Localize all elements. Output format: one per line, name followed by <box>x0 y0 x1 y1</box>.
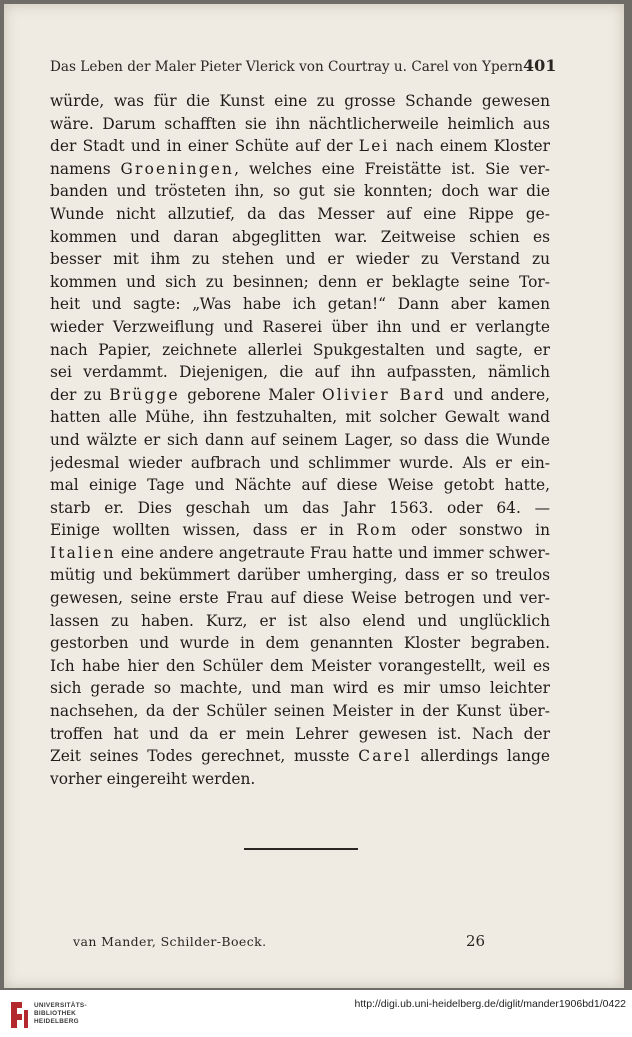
section-divider <box>244 848 358 850</box>
text-segment: nachsehen, da der Schüler seinen Meister in der Kunst über- <box>50 702 550 721</box>
text-line <box>50 768 550 791</box>
source-url-link[interactable]: http://digi.ub.uni-heidelberg.de/diglit/mander1906bd1/0422 <box>354 998 626 1010</box>
text-segment: wäre. Darum schafften sie ihn nächtlicherweile heimlich aus <box>50 114 550 133</box>
text-line <box>50 406 550 429</box>
page-number: 401 <box>522 56 557 75</box>
text-line <box>50 587 550 610</box>
text-line <box>50 203 550 226</box>
library-name-line: BIBLIOTHEK <box>34 1010 77 1017</box>
text-line <box>50 339 550 362</box>
text-segment: sich gerade so machte, und man wird es mir umso leichter <box>50 679 550 698</box>
spaced-name: Olivier Bard <box>321 385 447 404</box>
text-segment: Einige wollten wissen, dass er in <box>50 521 357 540</box>
text-line <box>50 655 550 678</box>
text-segment: kommen und daran abgeglitten war. Zeitweise schien es <box>50 227 550 246</box>
text-segment: und wälzte er sich dann auf seinem Lager, so dass die Wunde <box>50 430 550 449</box>
text-line <box>50 384 550 407</box>
library-name-line: HEIDELBERG <box>34 1018 79 1025</box>
text-segment: gewesen, seine erste Frau auf diese Weise betrogen und ver- <box>50 589 550 608</box>
spaced-name: Brügge <box>109 385 180 404</box>
text-segment: geborene Maler <box>179 385 322 404</box>
text-line <box>50 700 550 723</box>
text-line <box>50 248 550 271</box>
text-line <box>50 226 550 249</box>
spaced-name: Lei <box>358 137 390 156</box>
spaced-name: Italien <box>50 543 116 562</box>
text-segment: Zeit seines Todes gerechnet, musste <box>50 747 359 766</box>
text-segment: besser mit ihm zu stehen und er wieder zu Verstand zu <box>50 250 550 269</box>
signature-mark: van Mander, Schilder-Boeck. <box>73 934 267 949</box>
text-line <box>50 158 550 181</box>
spaced-name: Carel <box>358 747 412 766</box>
text-line <box>50 271 550 294</box>
text-line <box>50 90 550 113</box>
text-segment: starb er. Dies geschah um das Jahr 1563. oder 64. — <box>50 498 550 517</box>
text-segment: und andere, <box>446 385 550 404</box>
text-segment: banden und trösteten ihn, so gut sie konnten; doch war die <box>50 182 550 201</box>
text-segment: sei verdammt. Diejenigen, die auf ihn aufpassten, nämlich <box>50 363 550 382</box>
text-segment: nach einem Kloster <box>389 137 550 156</box>
text-segment: vorher eingereiht werden. <box>50 769 256 788</box>
text-segment: namens <box>50 159 121 178</box>
text-line <box>50 452 550 475</box>
text-line <box>50 542 550 565</box>
spaced-name: Rom <box>356 521 399 540</box>
text-line <box>50 610 550 633</box>
text-line <box>50 497 550 520</box>
text-segment: allerdings lange <box>411 747 550 766</box>
text-segment: mütig und bekümmert darüber umherging, dass er so treulos <box>50 566 550 585</box>
running-head-title: Das Leben der Maler Pieter Vlerick von Courtray u. Carel von Ypern <box>50 59 523 75</box>
body-text <box>50 90 550 790</box>
text-segment: gestorben und wurde in dem genannten Kloster begraben. <box>50 634 550 653</box>
text-line <box>50 429 550 452</box>
text-line <box>50 519 550 542</box>
text-segment: , welches eine Freistätte ist. Sie ver- <box>234 159 550 178</box>
library-logo-icon[interactable] <box>8 1000 30 1030</box>
text-segment: wieder Verzweiflung und Raserei über ihn und er verlangte <box>50 317 550 336</box>
text-segment: würde, was für die Kunst eine zu grosse Schande gewesen <box>50 92 550 110</box>
sheet-number: 26 <box>466 932 486 950</box>
text-segment: hatten alle Mühe, ihn festzuhalten, mit solcher Gewalt wand <box>50 408 550 427</box>
text-line <box>50 361 550 384</box>
text-segment: eine andere angetraute Frau hatte und immer schwer- <box>115 543 550 562</box>
text-segment: mal einige Tage und Nächte auf diese Weise getobt hatte, <box>50 476 550 495</box>
library-name-line: UNIVERSITÄTS- <box>34 1002 87 1009</box>
text-line <box>50 474 550 497</box>
text-segment: Wunde nicht allzutief, da das Messer auf eine Rippe ge- <box>50 204 550 223</box>
text-segment: troffen hat und da er mein Lehrer gewesen ist. Nach der <box>50 724 550 743</box>
text-line <box>50 745 550 768</box>
library-name[interactable] <box>34 1002 87 1026</box>
text-segment: Ich habe hier den Schüler dem Meister vorangestellt, weil es <box>50 656 550 675</box>
text-line <box>50 564 550 587</box>
text-line <box>50 180 550 203</box>
text-segment: jedesmal wieder aufbrach und schlimmer wurde. Als er ein- <box>50 453 550 472</box>
text-line <box>50 113 550 136</box>
text-line <box>50 723 550 746</box>
text-segment: kommen und sich zu besinnen; denn er beklagte seine Tor- <box>50 272 550 291</box>
text-line <box>50 135 550 158</box>
text-segment: der Stadt und in einer Schüte auf der <box>50 137 359 156</box>
text-segment: der zu <box>50 385 110 404</box>
text-segment: oder sonstwo in <box>398 521 550 540</box>
text-segment: heit und sagte: „Was habe ich getan!“ Dann aber kamen <box>50 295 550 314</box>
text-line <box>50 293 550 316</box>
text-line <box>50 316 550 339</box>
text-line <box>50 677 550 700</box>
text-segment: lassen zu haben. Kurz, er ist also elend und unglücklich <box>50 611 550 630</box>
text-line <box>50 632 550 655</box>
text-segment: nach Papier, zeichnete allerlei Spukgestalten und sagte, er <box>50 340 550 359</box>
running-head <box>50 56 557 75</box>
spaced-name: Groeningen <box>120 159 235 178</box>
